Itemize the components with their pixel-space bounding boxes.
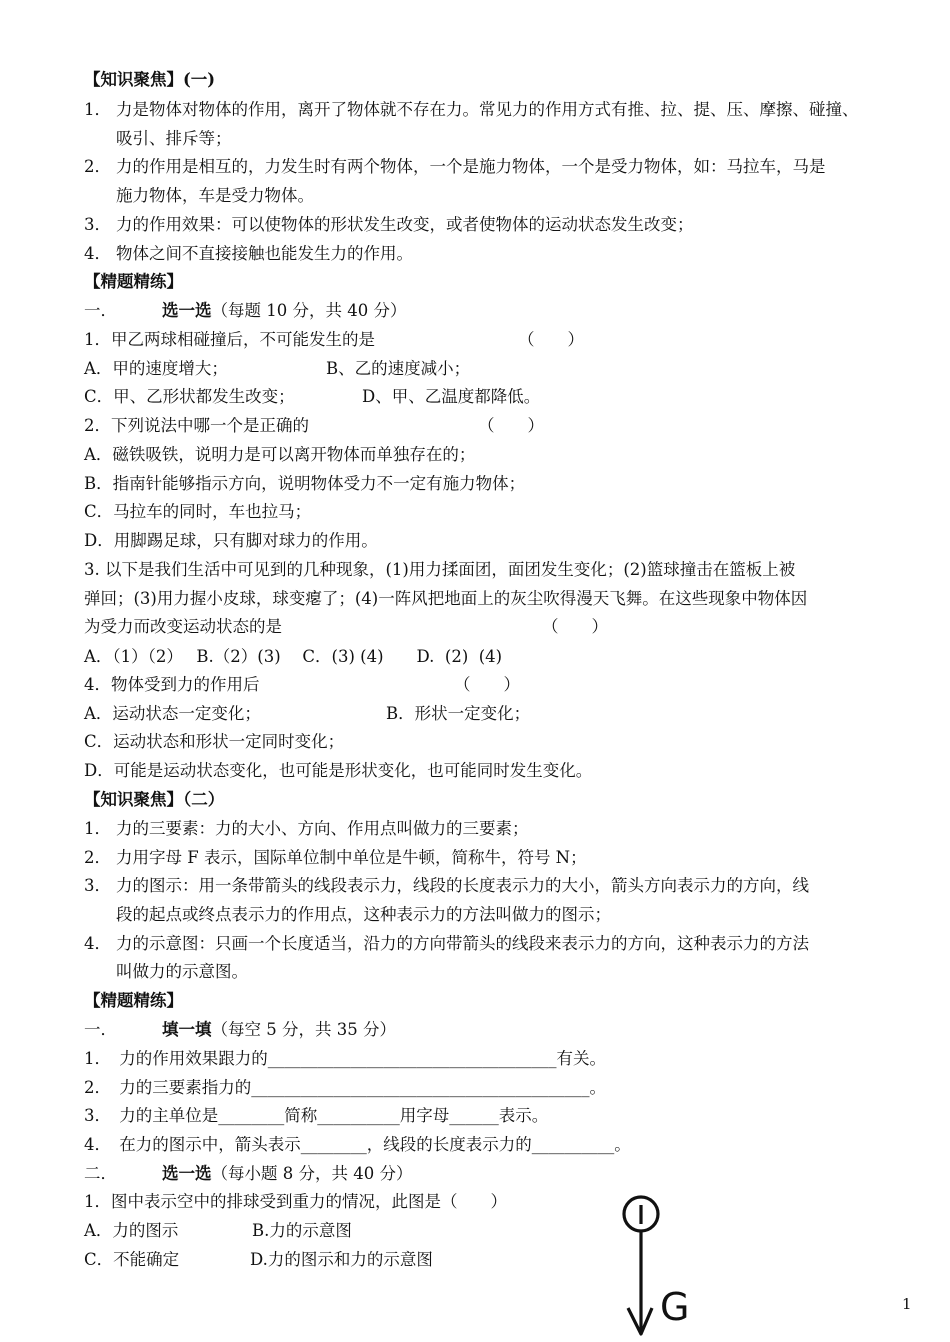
section-number: 一． xyxy=(84,1020,117,1039)
item-number: 4． xyxy=(84,934,111,953)
item-text: 力是物体对物体的作用，离开了物体就不存在力。常见力的作用方式有推、拉、提、压、摩擦、碰撞、 xyxy=(116,100,859,119)
exercise-section-fill xyxy=(84,1019,396,1041)
item-text: 力的作用效果：可以使物体的形状发生改变，或者使物体的运动状态发生改变； xyxy=(116,215,694,234)
option-c: C．马拉车的同时，车也拉马； xyxy=(84,502,312,521)
question-1-stem: 1．图中表示空中的排球受到重力的情况，此图是（ ） xyxy=(84,1192,507,1211)
answer-blank[interactable]: （ ） xyxy=(454,675,520,694)
section-rule: （每空 5 分，共 35 分） xyxy=(211,1020,396,1039)
option-b: B．形状一定变化； xyxy=(386,704,531,723)
option-d: D．用脚踢足球，只有脚对球力的作用。 xyxy=(84,531,378,550)
knowledge-item-1 xyxy=(84,818,529,840)
knowledge-item-1-cont: 吸引、排斥等； xyxy=(116,129,232,148)
question-3-line-2: 弹回；(3)用力握小皮球，球变瘪了；(4)一阵风把地面上的灰尘吹得漫天飞舞。在这些现象中物体因 xyxy=(84,589,808,608)
option-d: D．可能是运动状态变化，也可能是形状变化，也可能同时发生变化。 xyxy=(84,761,593,780)
question-2-stem: 2．下列说法中哪一个是正确的 xyxy=(84,416,309,435)
fill-question-4[interactable]: 4． 在力的图示中，箭头表示________，线段的长度表示力的__________。 xyxy=(84,1135,631,1154)
force-label: G xyxy=(660,1285,690,1329)
knowledge-item-4 xyxy=(84,243,413,265)
option-b: B．指南针能够指示方向，说明物体受力不一定有施力物体； xyxy=(84,474,526,493)
option-c: C．甲、乙形状都发生改变； xyxy=(84,387,295,406)
knowledge-item-2 xyxy=(84,847,587,869)
question-3-line-3: 为受力而改变运动状态的是 xyxy=(84,617,282,636)
section-title: 选一选 xyxy=(162,1164,212,1183)
knowledge-item-3 xyxy=(84,875,809,897)
item-text: 力的作用是相互的，力发生时有两个物体，一个是施力物体，一个是受力物体，如：马拉车，马是 xyxy=(116,157,826,176)
section-heading-knowledge-1: 【知识聚焦】(一) xyxy=(84,70,216,89)
item-number: 2． xyxy=(84,157,111,176)
page-number: 1 xyxy=(902,1295,912,1313)
section-number: 一． xyxy=(84,301,117,320)
answer-blank[interactable]: （ ） xyxy=(518,330,584,349)
option-a: A．甲的速度增大； xyxy=(84,359,228,378)
knowledge-item-4 xyxy=(84,933,809,955)
knowledge-item-3-cont: 段的起点或终点表示力的作用点，这种表示力的方法叫做力的图示； xyxy=(116,905,611,924)
knowledge-item-2 xyxy=(84,156,826,178)
question-1-stem: 1．甲乙两球相碰撞后，不可能发生的是 xyxy=(84,330,375,349)
answer-blank[interactable]: （ ） xyxy=(542,617,608,636)
item-number: 2． xyxy=(84,848,111,867)
fill-question-2[interactable]: 2． 力的三要素指力的_________________________________________。 xyxy=(84,1078,606,1097)
item-text: 力的示意图：只画一个长度适当，沿力的方向带箭头的线段来表示力的方向，这种表示力的方法 xyxy=(116,934,809,953)
question-4-stem: 4．物体受到力的作用后 xyxy=(84,675,260,694)
knowledge-item-1 xyxy=(84,99,859,121)
item-number: 1． xyxy=(84,100,111,119)
answer-blank[interactable]: （ ） xyxy=(478,416,544,435)
item-text: 力用字母 F 表示，国际单位制中单位是牛顿，简称牛，符号 N； xyxy=(116,848,587,867)
section-title: 选一选 xyxy=(162,301,212,320)
exercise-section-choose-2 xyxy=(84,1163,412,1185)
item-text: 物体之间不直接接触也能发生力的作用。 xyxy=(116,244,413,263)
item-text: 力的三要素：力的大小、方向、作用点叫做力的三要素； xyxy=(116,819,529,838)
option-a: A．磁铁吸铁，说明力是可以离开物体而单独存在的； xyxy=(84,445,476,464)
question-3-options: A．（1）（2） B.（2）(3) C．(3) (4) D. (2) (4) xyxy=(84,647,503,666)
option-d: D、甲、乙温度都降低。 xyxy=(362,387,541,406)
option-b: B.力的示意图 xyxy=(252,1221,352,1240)
item-number: 3． xyxy=(84,215,111,234)
section-number: 二． xyxy=(84,1164,117,1183)
section-rule: （每题 10 分，共 40 分） xyxy=(211,301,407,320)
knowledge-item-4-cont: 叫做力的示意图。 xyxy=(116,962,248,981)
option-b: B、乙的速度减小； xyxy=(326,359,471,378)
knowledge-item-2-cont: 施力物体，车是受力物体。 xyxy=(116,186,314,205)
item-text: 力的图示：用一条带箭头的线段表示力，线段的长度表示力的大小，箭头方向表示力的方向，线 xyxy=(116,876,809,895)
volleyball-gravity-figure xyxy=(604,1192,694,1342)
fill-question-3[interactable]: 3． 力的主单位是________简称__________用字母______表示。 xyxy=(84,1106,549,1125)
fill-question-1[interactable]: 1． 力的作用效果跟力的___________________________________有关。 xyxy=(84,1049,606,1068)
option-c: C．不能确定 xyxy=(84,1250,180,1269)
item-number: 3． xyxy=(84,876,111,895)
section-heading-knowledge-2: 【知识聚焦】（二） xyxy=(84,790,225,809)
knowledge-item-3 xyxy=(84,214,694,236)
question-3-line-1: 3. 以下是我们生活中可见到的几种现象，(1)用力揉面团，面团发生变化；(2)篮球撞击在篮板上被 xyxy=(84,560,796,579)
exercise-section-choose-1 xyxy=(84,300,406,322)
section-heading-practice-2: 【精题精练】 xyxy=(84,991,183,1010)
option-a: A．力的图示 xyxy=(84,1221,179,1240)
option-c: C．运动状态和形状一定同时变化； xyxy=(84,732,345,751)
item-number: 1． xyxy=(84,819,111,838)
section-heading-practice-1: 【精题精练】 xyxy=(84,272,183,291)
item-number: 4． xyxy=(84,244,111,263)
option-a: A．运动状态一定变化； xyxy=(84,704,261,723)
section-rule: （每小题 8 分，共 40 分） xyxy=(211,1164,413,1183)
section-title: 填一填 xyxy=(162,1020,212,1039)
option-d: D.力的图示和力的示意图 xyxy=(250,1250,433,1269)
